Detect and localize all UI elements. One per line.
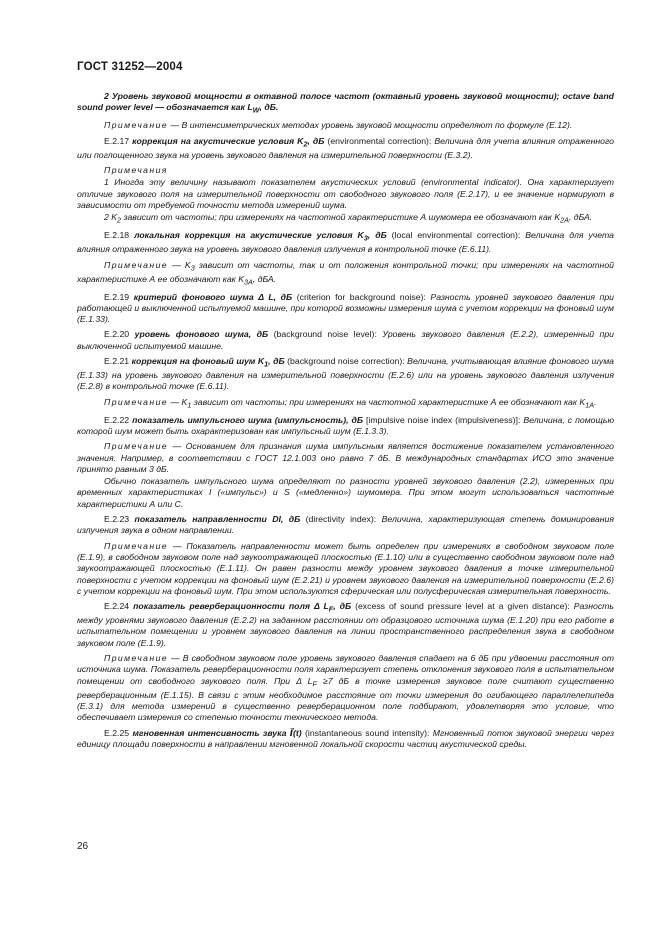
paragraph: Примечания bbox=[104, 164, 168, 175]
paragraph: Примечание — Показатель направленности может быть определен при измерениях в свободном звуковом поле (Е.1.9), в свободном звуковом поле над звукоотражающей плоскостью (Е.1.10) или в существенно свободном звуковом поле над звукоотражающей плоскостью (Е.1.11). Он равен разности между уровнем звукового давления в точке измерительной поверхности с учетом коррекции на фоновый шум (Е.2.21) и уровнем звукового давления на измерительной поверхности (Е.2.6) с учетом коррекции на фоновый шум. При этом используются сферическая или полусферическая измерительная поверхность. bbox=[77, 540, 614, 596]
paragraph: 2 Уровень звуковой мощности в октавной полосе частот (октавный уровень звуковой мощности); octave band sound power level — обозначается как $L_W$, дБ. bbox=[77, 91, 614, 116]
paragraph: Примечание — $K_3$ зависит от частоты, так и от положения контрольной точки; при измерениях на частотной характеристике А ее обозначают как $K_{3A}$, дБА. bbox=[77, 259, 614, 287]
paragraph: Обычно показатель импульсного шума определяют по разности уровней звукового давления (2.2), измеренных при временных характеристиках I («импульс») и S («медленно») шумомера. При этом могут использоваться частотные характеристики А или С. bbox=[77, 476, 614, 509]
paragraph: Примечание — $K_1$ зависит от частоты; при измерениях на частотной характеристике А ее обозначают как $K_{1A}$. bbox=[104, 396, 597, 410]
document-body bbox=[77, 91, 614, 754]
paragraph: Е.2.25 мгновенная интенсивность звука I⃗(t) (instantaneous sound intensity): Мгновенный поток звуковой энергии через единицу площади поверхности в направлении мгновенной локальной скорости частиц акустической среды. bbox=[77, 727, 614, 749]
paragraph: Е.2.20 уровень фонового шума, дБ (background noise level): Уровень звукового давления (Е.2.2), измеренный при выключенной испытуемой машине. bbox=[77, 329, 614, 351]
paragraph: Е.2.22 показатель импульсного шума (импульсность), дБ [impulsive noise index (impulsiveness)]: Величина, с помощью которой шум может быть охарактеризован как импульсный шум (Е.1.3.3). bbox=[77, 414, 615, 436]
paragraph: 1 Иногда эту величину называют показателем акустических условий (environmental indicator). Она характеризует отличие звукового поля на измерительной поверхности от свободного звукового поля (Е.2.17), и ее значение нормируют в зависимости от требуемой точности метода измерений шума. bbox=[77, 177, 614, 210]
page-number: 26 bbox=[77, 841, 89, 852]
paragraph: Е.2.19 критерий фонового шума Δ L, дБ (criterion for background noise): Разность уровней звукового давления при работающей и выключенной испытуемой машине, при которой возможны измерения шума с учетом коррекции на фоновый шум (Е.1.33). bbox=[77, 291, 614, 325]
paragraph: Е.2.18 локальная коррекция на акустические условия $K_3$, дБ (local environmental correction): Величина для учета влияния отраженного звука на уровень звукового давления излучения в контрольной точке (Е.6.11). bbox=[77, 230, 615, 255]
paragraph: Е.2.17 коррекция на акустические условия $K_2$, дБ (environmental correction): Величина для учета влияния отраженного или поглощенного звука на уровень звукового давления на измерительной поверхности (Е.3.2). bbox=[77, 135, 615, 160]
paragraph: Е.2.23 показатель направленности DI, дБ (directivity index): Величина, характеризующая степень доминирования излучения звука в одном направлении. bbox=[77, 514, 614, 536]
paragraph: Примечание — В интенсиметрических методах уровень звуковой мощности определяют по формуле (Е.12). bbox=[104, 120, 573, 131]
document-header: ГОСТ 31252—2004 bbox=[77, 61, 183, 73]
paragraph: Примечание — В свободном звуковом поле уровень звукового давления спадает на 6 дБ при удвоении расстояния от источника шума. Показатель реверберационности поля характеризует степень отклонения звукового поля в испытательном помещении от свободного звукового поля. При Δ $L_F \ge 7$ дБ в точке измерения звуковое поле считают существенно реверберационным (Е.1.15). В связи с этим необходимое расстояние от точки измерения до огибающего параллелепипеда (Е.3.1) для метода измерений в существенно реверберационном поле подбирают, удовлетворяя это условие, что обеспечивает измерения со степенью точности технического метода. bbox=[77, 653, 615, 723]
paragraph: Е.2.21 коррекция на фоновый шум $K_1$, дБ (background noise correction): Величина, учитывающая влияние фонового шума (Е.1.33) на уровень звукового давления на измерительной поверхности (Е.2.6) или на уровень звукового давления излучения (Е.2.8) в контрольной точке (Е.6.11). bbox=[77, 356, 614, 392]
paragraph: Примечание — Основанием для признания шума импульсным является достижение показателем установленного значения. Например, в соответствии с ГОСТ 12.1.003 оно равно 7 дБ. В международных стандартах ИСО это значение принято равным 3 дБ. bbox=[77, 441, 614, 474]
paragraph: Е.2.24 показатель реверберационности поля Δ $L_F$, дБ (excess of sound pressure level at a given distance): Разность между уровнями звукового давления (Е.2.2) на заданном расстоянии от образцового источника шума (Е.1.20) при его работе в испытательном помещении и уровнем звукового давления на линии пространственного распределения звука в свободном звуковом поле (Е.1.9). bbox=[77, 601, 614, 648]
paragraph: 2 $K_2$ зависит от частоты; при измерениях на частотной характеристике А шумомера ее обозначают как $K_{2A}$, дБА. bbox=[104, 212, 593, 225]
